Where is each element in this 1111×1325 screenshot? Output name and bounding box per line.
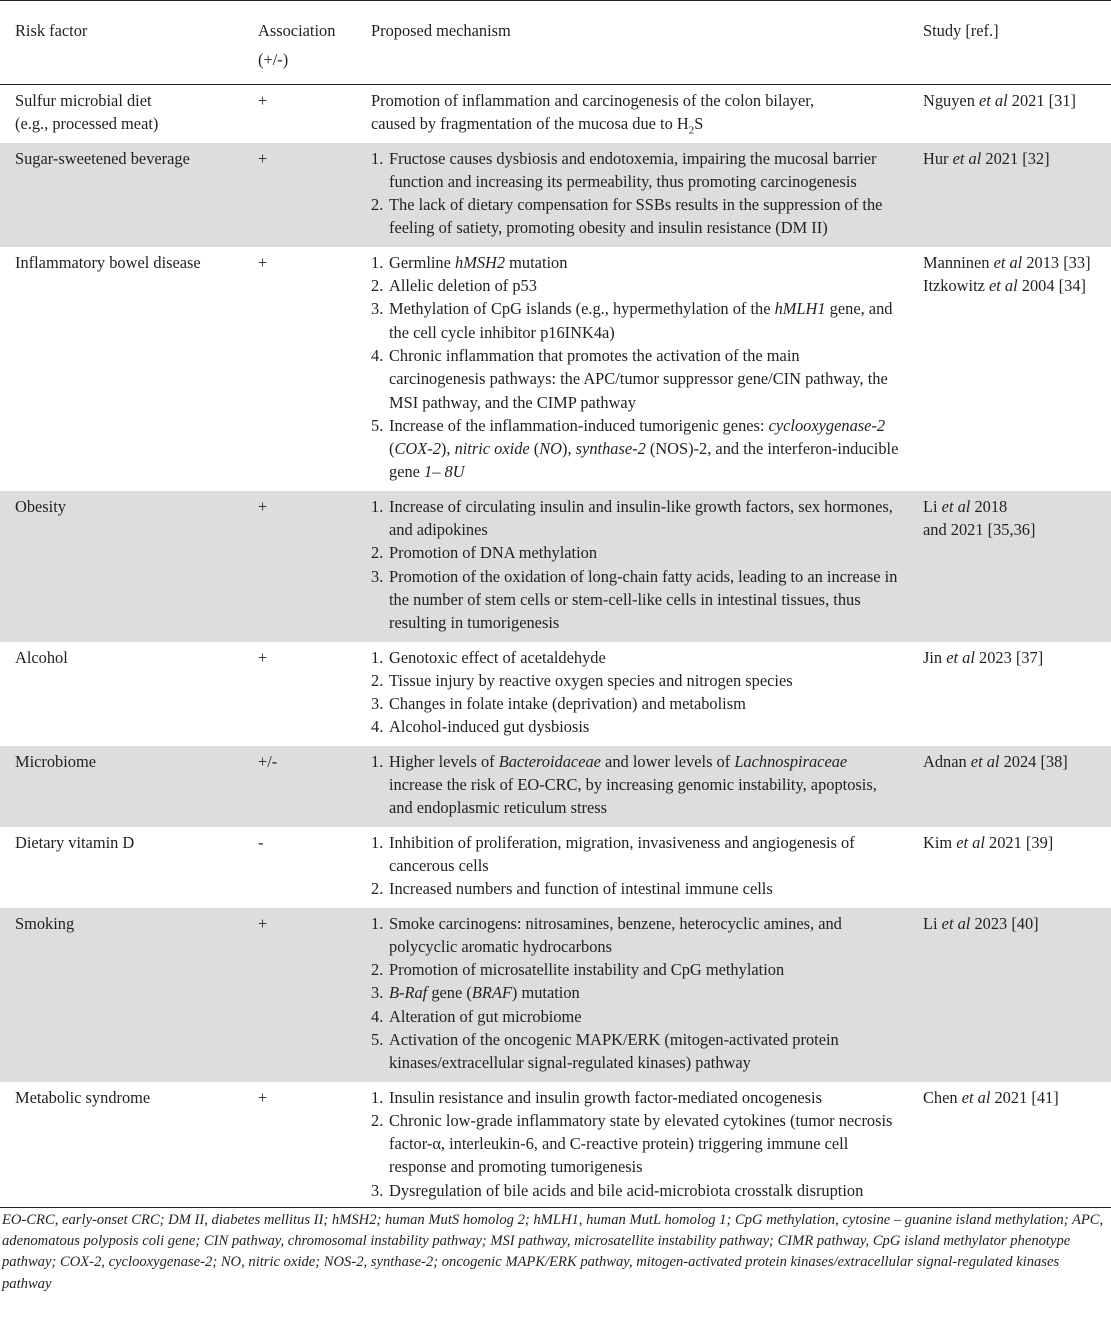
study-year-ref: 2021 [39]: [984, 832, 1054, 852]
header-risk-factor-label: Risk factor: [15, 21, 88, 40]
mechanism-item: 1. Inhibition of proliferation, migration, invasiveness and angiogenesis of cancerous cells: [371, 832, 855, 875]
gene-name: 1– 8U: [424, 462, 465, 482]
mechanism-item: 2. Promotion of microsatellite instability and CpG methylation: [371, 960, 785, 980]
association-cell: [244, 746, 356, 827]
mechanism-item-text: mutation: [505, 252, 568, 272]
mechanism-item-text: gene, and the cell cycle inhibitor p16INK4a): [389, 299, 893, 342]
study-cell: [908, 491, 1111, 642]
risk-factor-name: Dietary vitamin D: [15, 832, 135, 852]
table-row: [0, 746, 1111, 827]
mechanism-item-text: ),: [440, 439, 455, 459]
risk-factor-cell: [0, 143, 244, 247]
study-author: Hur: [923, 148, 953, 168]
risk-factor-example: (e.g., processed meat): [15, 114, 159, 134]
gene-name: COX-2: [394, 439, 441, 459]
mechanism-line: caused by fragmentation of the mucosa due to H: [371, 114, 689, 134]
mechanism-cell: [356, 908, 908, 1082]
mechanism-item-text: The lack of dietary compensation for SSBs results in the suppression of the feeling of satiety, promoting obesity and insulin resistance (DM II): [389, 195, 883, 238]
gene-name: hMLH1: [774, 299, 826, 319]
mechanism-item-text: Increase of the inflammation-induced tumorigenic genes:: [389, 415, 769, 435]
mechanism-item: 1. Higher levels of Bacteroidaceae and lower levels of Lachnospiraceae increase the risk of EO-CRC, by increasing genomic instability, apoptosis, and endoplasmic reticulum stress: [371, 751, 877, 818]
mechanism-cell: [356, 143, 908, 247]
mechanism-item-text: Insulin resistance and insulin growth factor-mediated oncogenesis: [389, 1087, 822, 1107]
study-etal: et al: [989, 276, 1018, 296]
mechanism-line-end: S: [694, 114, 704, 134]
gene-name: nitric oxide: [454, 439, 530, 459]
study-year-ref: 2013 [33] Itzkowitz: [923, 252, 1091, 296]
study-cell: [908, 247, 1111, 491]
table-row: [0, 642, 1111, 746]
table-body: [0, 85, 1111, 1208]
association-sign: +/-: [258, 751, 278, 771]
mechanism-item-text: Methylation of CpG islands (e.g., hypermethylation of the: [389, 299, 775, 319]
study-etal: et al: [946, 647, 975, 667]
mechanism-item: 3. B-Raf gene (BRAF) mutation: [371, 983, 580, 1003]
study-cell: [908, 642, 1111, 746]
mechanism-item: 2. Promotion of DNA methylation: [371, 543, 598, 563]
study-year-ref: and 2021 [35,36]: [923, 520, 1036, 540]
taxon-name: Lachnospiraceae: [734, 751, 848, 771]
study-etal: et al: [952, 148, 982, 168]
table-row: [0, 1082, 1111, 1207]
association-sign: +: [258, 1087, 268, 1107]
association-sign: -: [258, 832, 264, 852]
table-row: [0, 491, 1111, 642]
mechanism-item: 2. Increased numbers and function of intestinal immune cells: [371, 879, 773, 899]
study-year-ref: 2018: [970, 496, 1008, 516]
mechanism-item-text: Genotoxic effect of acetaldehyde: [389, 647, 606, 667]
risk-factor-cell: [0, 746, 244, 827]
gene-name: NO: [539, 439, 563, 459]
risk-factor-cell: [0, 827, 244, 908]
study-etal: et al: [993, 252, 1023, 272]
mechanism-item-text: Promotion of DNA methylation: [389, 543, 598, 563]
study-cell: [908, 1082, 1111, 1207]
mechanism-cell: [356, 642, 908, 746]
risk-factor-cell: [0, 247, 244, 491]
mechanism-list: [371, 646, 900, 739]
association-cell: [244, 247, 356, 491]
study-year-ref: 2024 [38]: [999, 751, 1068, 771]
association-sign: +: [258, 91, 268, 110]
mechanism-item-text: Smoke carcinogens: nitrosamines, benzene, heterocyclic amines, and polycyclic aromatic hydrocarbons: [389, 913, 842, 956]
mechanism-cell: [356, 85, 908, 143]
study-etal: et al: [970, 751, 1000, 771]
mechanism-item-text: (NOS)-2, and the interferon-inducible gene: [389, 439, 899, 482]
mechanism-text: [371, 89, 900, 136]
header-risk-factor: [0, 1, 244, 85]
header-row: [0, 1, 1111, 85]
study-cell: [908, 746, 1111, 827]
study-author: Jin: [923, 647, 947, 667]
risk-factor-name: Inflammatory bowel disease: [15, 252, 201, 272]
mechanism-item: 2. Tissue injury by reactive oxygen species and nitrogen species: [371, 670, 793, 690]
mechanism-cell: [356, 827, 908, 908]
risk-factor-name: Sulfur microbial diet: [15, 91, 152, 110]
risk-factor-name: Obesity: [15, 496, 66, 516]
mechanism-item: 4. Chronic inflammation that promotes the activation of the main carcinogenesis pathways: the APC/tumor suppressor gene/CIN pathway, the MSI pathway, and the CIMP pathway: [371, 345, 888, 412]
risk-factor-cell: [0, 1082, 244, 1207]
study-author: Li: [923, 496, 942, 516]
mechanism-item-text: Promotion of the oxidation of long-chain fatty acids, leading to an increase in the number of stem cells or stem-cell-like cells in intestinal tissues, thus resulting in tumorigenesis: [389, 566, 898, 633]
gene-name: synthase-2: [575, 439, 646, 459]
mechanism-item-text: Fructose causes dysbiosis and endotoxemia, impairing the mucosal barrier function and increasing its permeability, thus promoting carcinogenesis: [389, 148, 877, 191]
risk-factor-cell: [0, 491, 244, 642]
study-etal: et al: [979, 91, 1008, 110]
mechanism-item: 1. Insulin resistance and insulin growth factor-mediated oncogenesis: [371, 1087, 822, 1107]
mechanism-item: 1. Fructose causes dysbiosis and endotoxemia, impairing the mucosal barrier function and increasing its permeability, thus promoting carcinogenesis: [371, 148, 877, 191]
study-author: Nguyen: [923, 91, 979, 110]
association-cell: [244, 85, 356, 143]
risk-factor-name: Metabolic syndrome: [15, 1087, 151, 1107]
mechanism-item: 2. Chronic low-grade inflammatory state by elevated cytokines (tumor necrosis factor-α, interleukin-6, and C-reactive protein) triggering immune cell response and promoting tumorigenesis: [371, 1110, 893, 1177]
mechanism-item: 5. Increase of the inflammation-induced tumorigenic genes: cyclooxygenase-2 (COX-2), nitric oxide (NO), synthase-2 (NOS)-2, and the interferon-inducible gene 1– 8U: [371, 415, 899, 482]
mechanism-item: 4. Alteration of gut microbiome: [371, 1006, 582, 1026]
study-year-ref: 2023 [40]: [970, 913, 1039, 933]
mechanism-item-text: Germline: [389, 252, 455, 272]
risk-factor-cell: [0, 85, 244, 143]
risk-factor-cell: [0, 642, 244, 746]
header-mechanism: [356, 1, 908, 85]
mechanism-item-text: Chronic inflammation that promotes the activation of the main carcinogenesis pathways: the APC/tumor suppressor gene/CIN pathway, the MSI pathway, and the CIMP pathway: [389, 345, 888, 412]
gene-name: hMSH2: [455, 252, 506, 272]
study-author: Kim: [923, 832, 957, 852]
table-row: [0, 143, 1111, 247]
study-author: Adnan: [923, 751, 971, 771]
mechanism-item: 1. Germline hMSH2 mutation: [371, 252, 568, 272]
mechanism-item: 5. Activation of the oncogenic MAPK/ERK (mitogen-activated protein kinases/extracellular signal-regulated kinases) pathway: [371, 1029, 839, 1073]
mechanism-list: [371, 251, 900, 484]
study-etal: et al: [961, 1087, 991, 1107]
mechanism-item-text: increase the risk of EO-CRC, by increasing genomic instability, apoptosis, and endoplasmic reticulum stress: [389, 775, 877, 818]
mechanism-list: [371, 750, 900, 820]
study-cell: [908, 85, 1111, 143]
mechanism-list: [371, 912, 900, 1075]
study-author: Chen: [923, 1087, 962, 1107]
association-sign: +: [258, 913, 268, 933]
association-cell: [244, 908, 356, 1082]
association-cell: [244, 1082, 356, 1207]
mechanism-item: 4. Alcohol-induced gut dysbiosis: [371, 717, 590, 737]
study-year-ref: 2023 [37]: [974, 647, 1044, 667]
header-association-sign: (+/-): [258, 50, 289, 69]
study-etal: et al: [956, 832, 985, 852]
mechanism-item-text: Allelic deletion of p53: [389, 276, 537, 296]
header-association: [244, 1, 356, 85]
mechanism-item: 2. Allelic deletion of p53: [371, 276, 537, 296]
association-sign: +: [258, 252, 268, 272]
mechanism-cell: [356, 247, 908, 491]
header-study: [908, 1, 1111, 85]
study-year-ref: 2021 [31]: [1007, 91, 1076, 110]
study-author: Li: [923, 913, 942, 933]
mechanism-cell: [356, 491, 908, 642]
mechanism-item: 3. Dysregulation of bile acids and bile acid-microbiota crosstalk disruption: [371, 1180, 864, 1200]
study-etal: et al: [941, 913, 971, 933]
mechanism-item-text: Tissue injury by reactive oxygen species and nitrogen species: [389, 670, 793, 690]
mechanism-item: 1. Increase of circulating insulin and insulin-like growth factors, sex hormones, and adipokines: [371, 496, 893, 540]
risk-factor-name: Sugar-sweetened beverage: [15, 148, 190, 168]
study-etal: et al: [941, 496, 971, 516]
gene-name: BRAF: [471, 983, 512, 1003]
mechanism-item: 1. Genotoxic effect of acetaldehyde: [371, 647, 606, 667]
risk-factor-name: Microbiome: [15, 751, 97, 771]
mechanism-item-text: Alcohol-induced gut dysbiosis: [389, 717, 590, 737]
mechanism-item: 2. The lack of dietary compensation for SSBs results in the suppression of the feeling of satiety, promoting obesity and insulin resistance (DM II): [371, 195, 883, 238]
mechanism-item-text: ) mutation: [511, 983, 580, 1003]
association-cell: [244, 143, 356, 247]
mechanism-item-text: Inhibition of proliferation, migration, invasiveness and angiogenesis of cancerous cells: [389, 832, 855, 875]
association-sign: +: [258, 148, 268, 168]
association-cell: [244, 491, 356, 642]
mechanism-item-text: Increase of circulating insulin and insulin-like growth factors, sex hormones, and adipokines: [389, 496, 893, 540]
table-header: [0, 1, 1111, 85]
mechanism-cell: [356, 1082, 908, 1207]
mechanism-item-text: ),: [562, 439, 576, 459]
mechanism-item-text: Alteration of gut microbiome: [389, 1006, 582, 1026]
table-footnote: EO-CRC, early-onset CRC; DM II, diabetes mellitus II; hMSH2; human MutS homolog 2; hMLH1, human MutL homolog 1; CpG methylation, cytosine – guanine island methylation; APC, adenomatous polyposis coli gene; CIN pathway, chromosomal instability pathway; MSI pathway, microsatellite instability pathway; CIMR pathway, CpG island methylator phenotype pathway; COX-2, cyclooxygenase-2; NO, nitric oxide; NOS-2, synthase-2; oncogenic MAPK/ERK pathway, mitogen-activated protein kinases/extracellular signal-regulated kinases pathway: [0, 1207, 1111, 1295]
study-year-ref: 2021 [32]: [981, 148, 1050, 168]
mechanism-item-text: (: [529, 439, 540, 459]
gene-name: cyclooxygenase-2: [768, 415, 886, 435]
subscript: 2: [688, 124, 695, 137]
table-row: [0, 85, 1111, 143]
mechanism-item: 3. Changes in folate intake (deprivation) and metabolism: [371, 694, 746, 714]
mechanism-item-text: Promotion of microsatellite instability and CpG methylation: [389, 960, 785, 980]
mechanism-item: 3. Methylation of CpG islands (e.g., hypermethylation of the hMLH1 gene, and the cell cycle inhibitor p16INK4a): [371, 299, 893, 342]
association-cell: [244, 827, 356, 908]
study-cell: [908, 827, 1111, 908]
gene-name: B-Raf: [389, 983, 428, 1003]
mechanism-item-text: (: [389, 439, 395, 459]
mechanism-item: 1. Smoke carcinogens: nitrosamines, benzene, heterocyclic amines, and polycyclic aromatic hydrocarbons: [371, 913, 842, 956]
taxon-name: Bacteroidaceae: [498, 751, 601, 771]
association-sign: +: [258, 647, 268, 667]
mechanism-item-text: Chronic low-grade inflammatory state by elevated cytokines (tumor necrosis factor-α, interleukin-6, and C-reactive protein) triggering immune cell response and promoting tumorigenesis: [389, 1110, 893, 1177]
mechanism-item-text: Activation of the oncogenic MAPK/ERK (mitogen-activated protein kinases/extracellular signal-regulated kinases) pathway: [389, 1029, 839, 1073]
association-sign: +: [258, 496, 268, 516]
mechanism-item-text: Increased numbers and function of intestinal immune cells: [389, 879, 773, 899]
table-row: [0, 908, 1111, 1082]
mechanism-list: [371, 831, 900, 901]
mechanism-list: [371, 147, 900, 240]
study-cell: [908, 143, 1111, 247]
study-author: Manninen: [923, 252, 994, 272]
table-row: [0, 247, 1111, 491]
mechanism-line: Promotion of inflammation and carcinogenesis of the colon bilayer,: [371, 91, 815, 110]
mechanism-list: [371, 495, 900, 635]
mechanism-item-text: Changes in folate intake (deprivation) and metabolism: [389, 694, 746, 714]
study-year-ref: 2021 [41]: [990, 1087, 1059, 1107]
table-row: [0, 827, 1111, 908]
risk-factor-name: Smoking: [15, 913, 75, 933]
study-year-ref: 2004 [34]: [1017, 276, 1086, 296]
risk-factor-cell: [0, 908, 244, 1082]
mechanism-item-text: and lower levels of: [600, 751, 735, 771]
mechanism-item: 3. Promotion of the oxidation of long-chain fatty acids, leading to an increase in the number of stem cells or stem-cell-like cells in intestinal tissues, thus resulting in tumorigenesis: [371, 566, 898, 633]
mechanism-list: [371, 1086, 900, 1202]
risk-factor-name: Alcohol: [15, 647, 68, 667]
study-cell: [908, 908, 1111, 1082]
mechanism-cell: [356, 746, 908, 827]
association-cell: [244, 642, 356, 746]
header-mechanism-label: Proposed mechanism: [371, 21, 511, 40]
mechanism-item-text: Higher levels of: [389, 751, 499, 771]
header-association-label: Association: [258, 21, 336, 40]
mechanism-item-text: Dysregulation of bile acids and bile acid-microbiota crosstalk disruption: [389, 1180, 864, 1200]
mechanism-item-text: gene (: [427, 983, 472, 1003]
header-study-label: Study [ref.]: [923, 21, 999, 40]
